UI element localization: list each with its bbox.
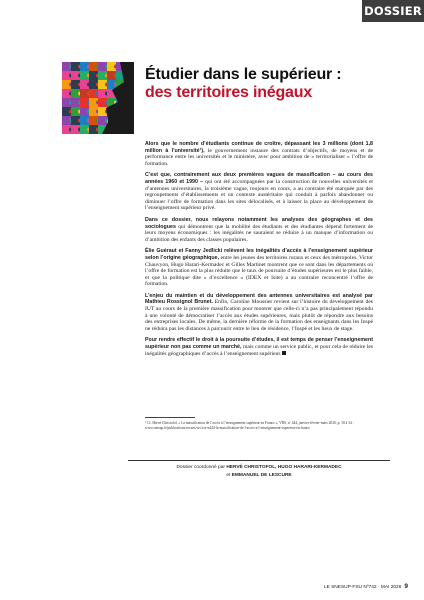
footnote: ¹ Cf. Hervé Christofol, « La massification de l’accès à l’enseignement supérieur en France », VRS, nº 444, janvier-février-mars 2026, p. 18 à 34 : www.snesup.fr/publications/revues/vrs/vrs-n444-la-massification-de-l-acces-a-l-enseignement-superieur-en-france <box>145 421 354 430</box>
end-of-article-square-icon <box>282 351 286 355</box>
publication-info: LE SNESUP-FSU Nº742 · MAI 2026 <box>323 585 402 590</box>
paragraph <box>145 172 373 212</box>
paragraph <box>145 337 373 357</box>
paragraph-text: le gouvernement instaure des contrats d’objectifs, de moyens et de performance entre les universités et le ministère, avec pour ambition de « territorialiser » l’offre de formation. <box>145 147 373 167</box>
paragraph-lead: Alors que le nombre d’étudiants continue de croître, dépassant les 3 millions (dont 1,8 million à l’université¹), <box>145 141 373 154</box>
credits-prefix: Dossier coordonné par <box>176 465 225 470</box>
paragraph-lead: Dans ce dossier, nous relayons notamment les analyses des géographes et des sociologues <box>145 216 373 230</box>
paragraph-text: qui ont été accompagnées par la construction de nouvelles universités et d’antennes universitaires, la troisième vague, toujours en cours, a au contraire été marquée par des regroupements d’établissements et un contexte austéritaire qui conduit à parfois abandonner ou diminuer l’offre de formation dans les sites délocalisés, et à laisser la place au développement de l’enseignement supérieur privé. <box>145 178 373 212</box>
paragraph-text: mais comme un service public, et pour cela de réduire les inégalités géographiques d’accès à l’enseignement supérieur. <box>145 344 373 357</box>
paragraph-text: qui démontrent que la mobilité des étudiants et des étudiantes dépend fortement de leurs moyens économiques : les inégalités ne sauraient se réduire à un manque d’information ou d’ambition des enfants des classes populaires. <box>145 223 373 243</box>
paragraph-lead: Pour rendre effectif le droit à la poursuite d’études, il est temps de penser l’enseignement supérieur non pas comme un marché, <box>145 337 373 351</box>
paragraph <box>145 248 373 288</box>
credits-names: HERVÉ CHRISTOFOL, HUGO HARARI-KERMADEC <box>226 465 342 470</box>
paragraph-lead: C’est que, contrairement aux deux premières vagues de massification – au cours des années 1960 et 1990 – <box>145 172 373 185</box>
credits-rule <box>128 460 390 461</box>
credits-conj: et <box>226 473 231 478</box>
dossier-credits <box>128 464 390 480</box>
paragraph-text: Enfin, Caroline Moussier revient sur l’histoire du développement des IUT au cours de la première massification pour montrer que celle-ci n’a pas principalement répondu à une volonté de démocratiser l’accès aux études supérieures, mais plutôt de répondre aux besoins des entreprises locales. De même, la dernière réforme de la formation des enseignants dans les Inspé ne réduira pas les distances à parcourir entre le lieu de résidence, l’Inspé et les lieux de stage. <box>145 299 373 332</box>
puzzle-map-illustration <box>62 62 134 134</box>
paragraph-lead: L’enjeu du maintien et du développement des antennes universitaires est analysé par Mathieu Rossignol Brunet. <box>145 292 373 306</box>
credits-names: EMMANUEL DE LESCURE <box>231 473 292 478</box>
paragraph-lead: Élie Guéraut et Fanny Jedlicki relèvent les inégalités d’accès à l’enseignement supérieur selon l’origine géographique, <box>145 248 373 261</box>
paragraph <box>145 293 373 333</box>
article-title: Étudier dans le supérieur : <box>145 66 342 83</box>
paragraph-text: entre les jeunes des territoires ruraux et ceux des métropoles. Victor Chauvyon, Hugo Harari-Kermadec et Gilles Martinet montrent que ce sont dans les départements où l’offre de formation est la plus réduite que le taux de poursuite d’études supérieures est le plus faible, et que la politique dite « d’excellence » (IDEX et Isite) a au contraire reconcentré l’offre de formation. <box>145 254 373 288</box>
article-body <box>145 141 373 362</box>
paragraph <box>145 141 373 167</box>
article-subtitle: des territoires inégaux <box>145 84 313 101</box>
paragraph <box>145 217 373 243</box>
footnote-rule <box>145 417 195 418</box>
page-number: 9 <box>404 583 408 590</box>
page-footer <box>324 583 408 590</box>
section-tag: DOSSIER <box>362 0 424 22</box>
